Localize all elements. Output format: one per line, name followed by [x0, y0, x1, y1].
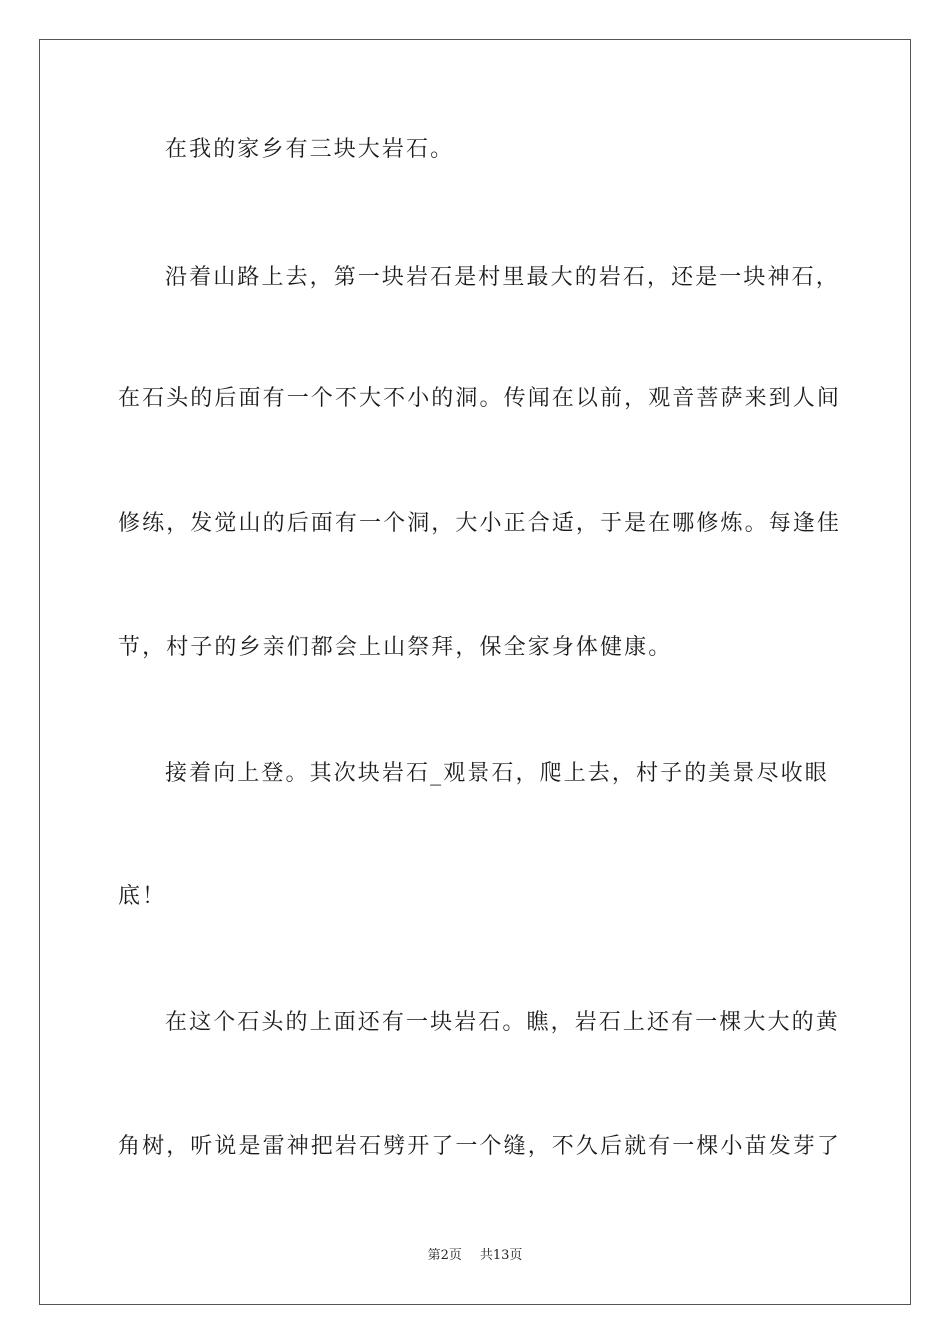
- text-line: 在石头的后面有一个不大不小的洞。传闻在以前，观音菩萨来到人间: [118, 386, 842, 411]
- text-line: 角树，听说是雷神把岩石劈开了一个缝，不久后就有一棵小苗发芽了: [118, 1134, 842, 1159]
- text-line: 接着向上登。其次块岩石_观景石，爬上去，村子的美景尽收眼: [165, 761, 829, 786]
- page-total: 共13页: [479, 1248, 523, 1263]
- text-line: 沿着山路上去，第一块岩石是村里最大的岩石，还是一块神石，: [165, 265, 840, 290]
- page-footer: [0, 1247, 950, 1265]
- page-number: 第2页: [427, 1248, 462, 1263]
- text-line: 在我的家乡有三块大岩石。: [165, 137, 455, 162]
- text-line: 修练，发觉山的后面有一个洞，大小正合适，于是在哪修炼。每逢佳: [118, 511, 842, 536]
- page-frame: [39, 39, 911, 1305]
- text-line: 在这个石头的上面还有一块岩石。瞧，岩石上还有一棵大大的黄: [165, 1010, 840, 1035]
- text-line: 节，村子的乡亲们都会上山祭拜，保全家身体健康。: [118, 635, 673, 660]
- text-line: 底！: [118, 884, 167, 909]
